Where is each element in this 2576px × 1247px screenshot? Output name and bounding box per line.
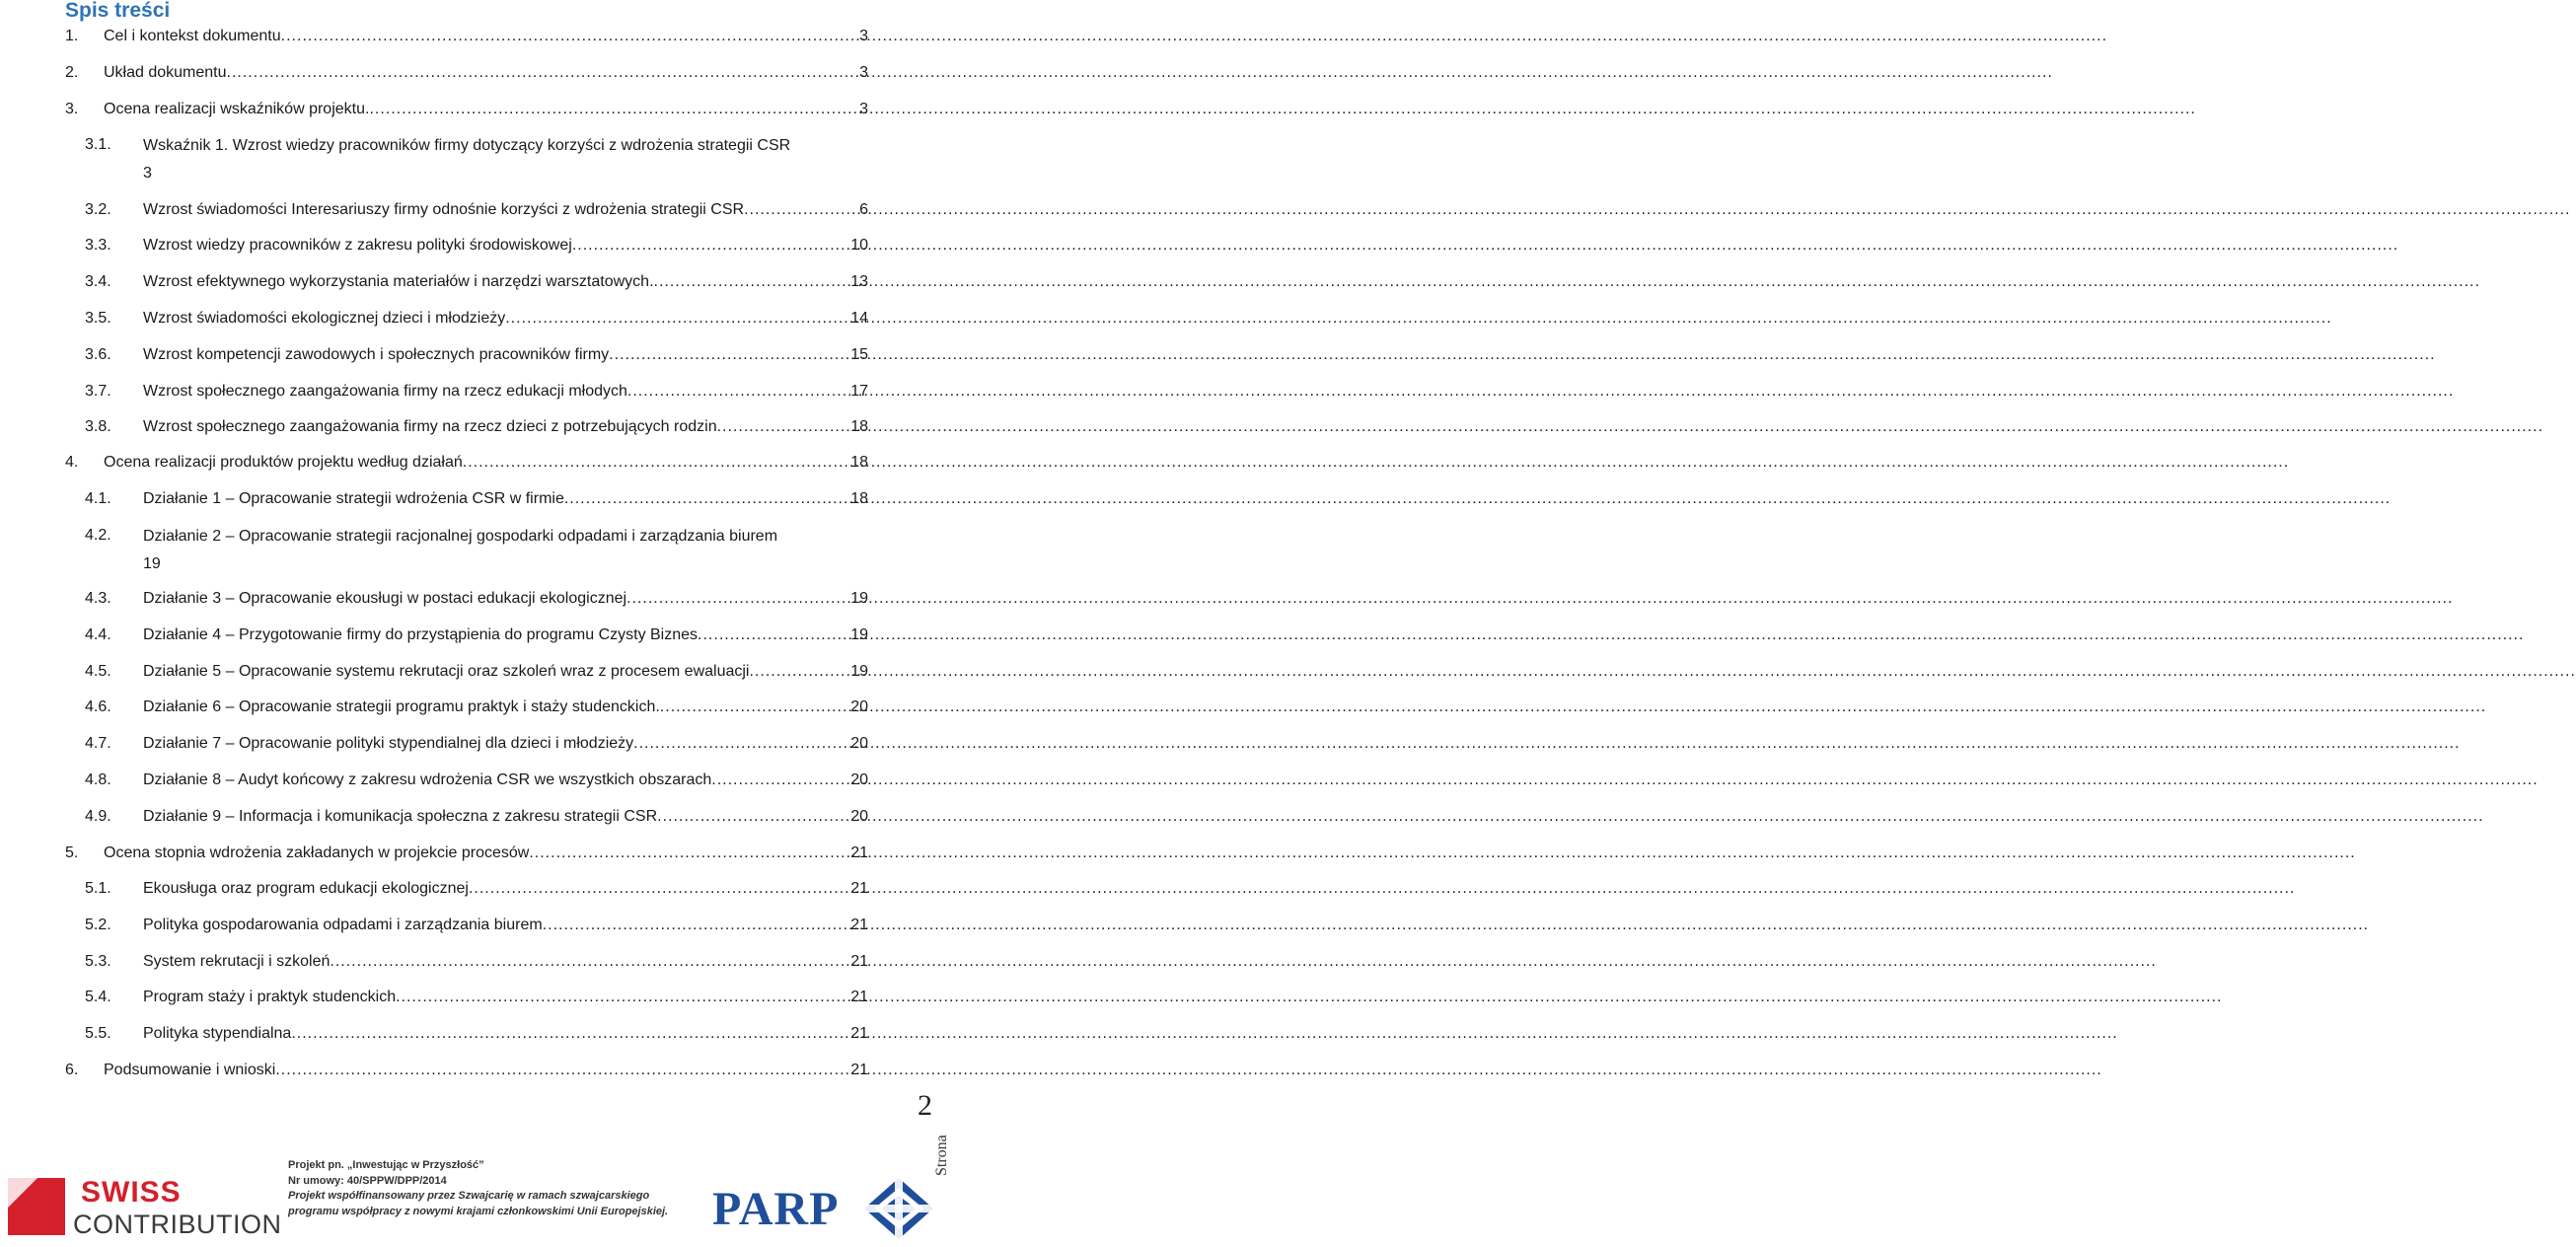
toc-entry-number: 4.6. (85, 698, 111, 715)
toc-entry-text: Wzrost wiedzy pracowników z zakresu polityki środowiskowej (143, 237, 572, 254)
toc-dot-leader (564, 486, 847, 512)
toc-entry-page: 18 (850, 418, 868, 435)
toc-entry-number: 5.4. (85, 989, 111, 1005)
toc-dot-leader (654, 269, 848, 295)
toc-dot-leader (660, 695, 847, 720)
toc-entry-page: 3 (859, 64, 868, 81)
toc-entry-line (143, 233, 868, 258)
toc-entry-line (143, 197, 868, 223)
toc-list (0, 0, 947, 1095)
toc-entry-text: Działanie 6 – Opracowanie strategii programu praktyk i staży studenckich. (143, 698, 660, 715)
toc-entry-line (104, 841, 868, 866)
toc-entry-page: 21 (850, 844, 868, 861)
toc-entry-page: 20 (850, 771, 868, 788)
toc-entry-text: Układ dokumentu (104, 64, 227, 81)
toc-entry-page: 19 (143, 555, 161, 572)
toc-dot-leader (369, 97, 856, 122)
toc-dot-leader (749, 659, 847, 685)
toc-entry-number: 4.1. (85, 490, 111, 507)
toc-entry-number: 3.8. (85, 418, 111, 435)
toc-entry-page: 19 (850, 590, 868, 607)
toc-entry-text: Wzrost społecznego zaangażowania firmy na rzecz edukacji młodych (143, 383, 627, 400)
toc-entry-page: 19 (850, 663, 868, 680)
toc-entry-page: 20 (850, 735, 868, 752)
toc-dot-leader (291, 1021, 847, 1047)
toc-entry-line (143, 949, 868, 975)
toc-entry-number: 4.7. (85, 735, 111, 752)
toc-entry-number: 3.7. (85, 383, 111, 400)
toc-entry-text: Program staży i praktyk studenckich (143, 989, 397, 1005)
toc-entry-page: 3 (859, 101, 868, 117)
toc-entry-text: Działanie 3 – Opracowanie ekousługi w postaci edukacji ekologicznej (143, 590, 627, 607)
toc-dot-leader (633, 731, 847, 757)
toc-entry-number: 4.9. (85, 808, 111, 825)
toc-entry-number: 3.1. (85, 136, 111, 153)
toc-dot-leader (717, 414, 848, 440)
toc-entry-page: 15 (850, 346, 868, 363)
toc-dot-leader (543, 913, 848, 938)
toc-dot-leader (505, 306, 847, 331)
toc-entry-page: 18 (850, 490, 868, 507)
toc-entry-number: 3.3. (85, 237, 111, 254)
toc-entry-line (143, 659, 868, 685)
project-info (288, 1158, 702, 1219)
toc-dot-leader (227, 60, 857, 86)
toc-entry-line (104, 97, 868, 122)
contract-number: Nr umowy: 40/SPPW/DPP/2014 (288, 1174, 447, 1187)
toc-entry-number: 3.6. (85, 346, 111, 363)
toc-entry-text: Ocena realizacji wskaźników projektu. (104, 101, 370, 117)
toc-entry-number: 3. (65, 101, 79, 117)
toc-entry-text: Ocena stopnia wdrożenia zakładanych w projekcie procesów (104, 844, 530, 861)
toc-entry-page: 14 (850, 310, 868, 327)
toc-title: Spis treści (65, 0, 171, 22)
toc-entry-page: 3 (143, 165, 152, 182)
footer (0, 1159, 947, 1247)
toc-entry-number: 5. (65, 844, 79, 861)
toc-entry-page: 18 (850, 454, 868, 471)
parp-logo (712, 1176, 939, 1245)
toc-entry-line (143, 486, 868, 512)
toc-entry-line (143, 804, 868, 830)
swiss-flag-icon (8, 1178, 65, 1235)
toc-entry-number: 4.8. (85, 771, 111, 788)
toc-entry-text: Cel i kontekst dokumentu (104, 28, 281, 44)
toc-entry-text: Wzrost świadomości ekologicznej dzieci i młodzieży (143, 310, 506, 327)
toc-entry-text: System rekrutacji i szkoleń (143, 953, 331, 970)
toc-entry-line (143, 768, 868, 793)
toc-entry-text: Podsumowanie i wnioski (104, 1062, 276, 1078)
toc-entry-text: Działanie 1 – Opracowanie strategii wdrożenia CSR w firmie (143, 490, 564, 507)
toc-entry-text: Wzrost świadomości Interesariuszy firmy odnośnie korzyści z wdrożenia strategii CSR (143, 201, 745, 218)
toc-entry-page: 13 (850, 273, 868, 290)
toc-dot-leader (657, 804, 847, 830)
toc-entry-number: 1. (65, 28, 79, 44)
toc-entry-text: Działanie 9 – Informacja i komunikacja społeczna z zakresu strategii CSR (143, 808, 658, 825)
toc-entry-number: 6. (65, 1062, 79, 1078)
toc-dot-leader (463, 450, 847, 476)
toc-entry-page: 21 (850, 989, 868, 1005)
toc-entry-number: 4.3. (85, 590, 111, 607)
toc-entry-number: 4.5. (85, 663, 111, 680)
toc-entry-text: Ocena realizacji produktów projektu według działań (104, 454, 463, 471)
cofinancing-line-1: Projekt współfinansowany przez Szwajcarię w ramach szwajcarskiego (288, 1190, 650, 1202)
project-name: Projekt pn. „Inwestując w Przyszłość” (288, 1159, 484, 1171)
toc-entry-page: 21 (850, 1062, 868, 1078)
toc-entry-line (143, 379, 868, 404)
toc-entry-number: 5.1. (85, 880, 111, 897)
toc-entry-line (104, 24, 868, 49)
toc-entry-text: Polityka gospodarowania odpadami i zarządzania biurem (143, 917, 543, 933)
toc-entry-page: 19 (850, 626, 868, 643)
toc-entry-line (104, 450, 868, 476)
toc-entry-line (143, 985, 868, 1010)
page-number: 2 (918, 1089, 932, 1122)
toc-dot-leader (281, 24, 856, 49)
toc-entry-line (143, 695, 868, 720)
toc-entry-line (143, 1021, 868, 1047)
toc-entry-page: 20 (850, 698, 868, 715)
cofinancing-line-2: programu współpracy z nowymi krajami członkowskimi Unii Europejskiej. (288, 1205, 669, 1217)
page-word: Strona (933, 1135, 950, 1176)
toc-dot-leader (744, 197, 856, 223)
toc-dot-leader (626, 586, 847, 612)
toc-entry-line (143, 876, 868, 902)
toc-dot-leader (698, 623, 847, 648)
toc-entry-number: 3.2. (85, 201, 111, 218)
toc-entry-number: 2. (65, 64, 79, 81)
toc-entry-text: Działanie 7 – Opracowanie polityki stypendialnej dla dzieci i młodzieży (143, 735, 634, 752)
toc-entry-line (143, 342, 868, 368)
toc-entry-page: 10 (850, 237, 868, 254)
toc-entry-text: Wzrost efektywnego wykorzystania materiałów i narzędzi warsztatowych. (143, 273, 654, 290)
toc-entry-line (143, 623, 868, 648)
toc-dot-leader (275, 1058, 847, 1083)
toc-entry-text: Wskaźnik 1. Wzrost wiedzy pracowników firmy dotyczący korzyści z wdrożenia strategii CSR (143, 137, 791, 154)
toc-dot-leader (711, 768, 847, 793)
swiss-logo-word: SWISS (81, 1176, 182, 1209)
toc-entry-number: 3.4. (85, 273, 111, 290)
toc-entry-text: Działanie 2 – Opracowanie strategii racjonalnej gospodarki odpadami i zarządzania biurem (143, 528, 778, 545)
toc-dot-leader (609, 342, 847, 368)
toc-entry-number: 4.2. (85, 527, 111, 544)
toc-entry-page: 6 (859, 201, 868, 218)
toc-entry-number: 4.4. (85, 626, 111, 643)
toc-entry-line (143, 414, 868, 440)
parp-arrows-icon (862, 1176, 935, 1241)
toc-dot-leader (572, 233, 847, 258)
toc-entry-number: 5.3. (85, 953, 111, 970)
toc-entry-number: 5.5. (85, 1025, 111, 1042)
toc-entry-page: 21 (850, 953, 868, 970)
contribution-logo-word: CONTRIBUTION (73, 1210, 282, 1239)
toc-entry-number: 4. (65, 454, 79, 471)
toc-entry-text: Działanie 8 – Audyt końcowy z zakresu wdrożenia CSR we wszystkich obszarach (143, 771, 712, 788)
toc-dot-leader (330, 949, 847, 975)
toc-entry-text: Ekousługa oraz program edukacji ekologicznej (143, 880, 469, 897)
toc-entry-number: 5.2. (85, 917, 111, 933)
parp-logo-text: PARP (712, 1183, 840, 1235)
toc-entry-page: 21 (850, 917, 868, 933)
toc-entry-line (104, 60, 868, 86)
toc-dot-leader (396, 985, 847, 1010)
toc-dot-leader (627, 379, 847, 404)
toc-entry-line (143, 132, 868, 187)
toc-entry-text: Działanie 4 – Przygotowanie firmy do przystąpienia do programu Czysty Biznes (143, 626, 699, 643)
toc-entry-line (143, 913, 868, 938)
swiss-contribution-logo (8, 1176, 282, 1245)
toc-entry-line (143, 586, 868, 612)
toc-entry-text: Działanie 5 – Opracowanie systemu rekrutacji oraz szkoleń wraz z procesem ewaluacji (143, 663, 750, 680)
toc-entry-text: Wzrost społecznego zaangażowania firmy na rzecz dzieci z potrzebujących rodzin (143, 418, 717, 435)
toc-entry-page: 3 (859, 28, 868, 44)
toc-entry-line (143, 306, 868, 331)
toc-entry-line (143, 731, 868, 757)
toc-entry-page: 17 (850, 383, 868, 400)
toc-entry-line (143, 523, 868, 578)
toc-entry-page: 20 (850, 808, 868, 825)
toc-dot-leader (469, 876, 847, 902)
toc-entry-page: 21 (850, 1025, 868, 1042)
toc-entry-text: Polityka stypendialna (143, 1025, 292, 1042)
toc-entry-page: 21 (850, 880, 868, 897)
toc-dot-leader (529, 841, 847, 866)
toc-entry-text: Wzrost kompetencji zawodowych i społecznych pracowników firmy (143, 346, 610, 363)
toc-entry-line (104, 1058, 868, 1083)
toc-entry-number: 3.5. (85, 310, 111, 327)
toc-entry-line (143, 269, 868, 295)
